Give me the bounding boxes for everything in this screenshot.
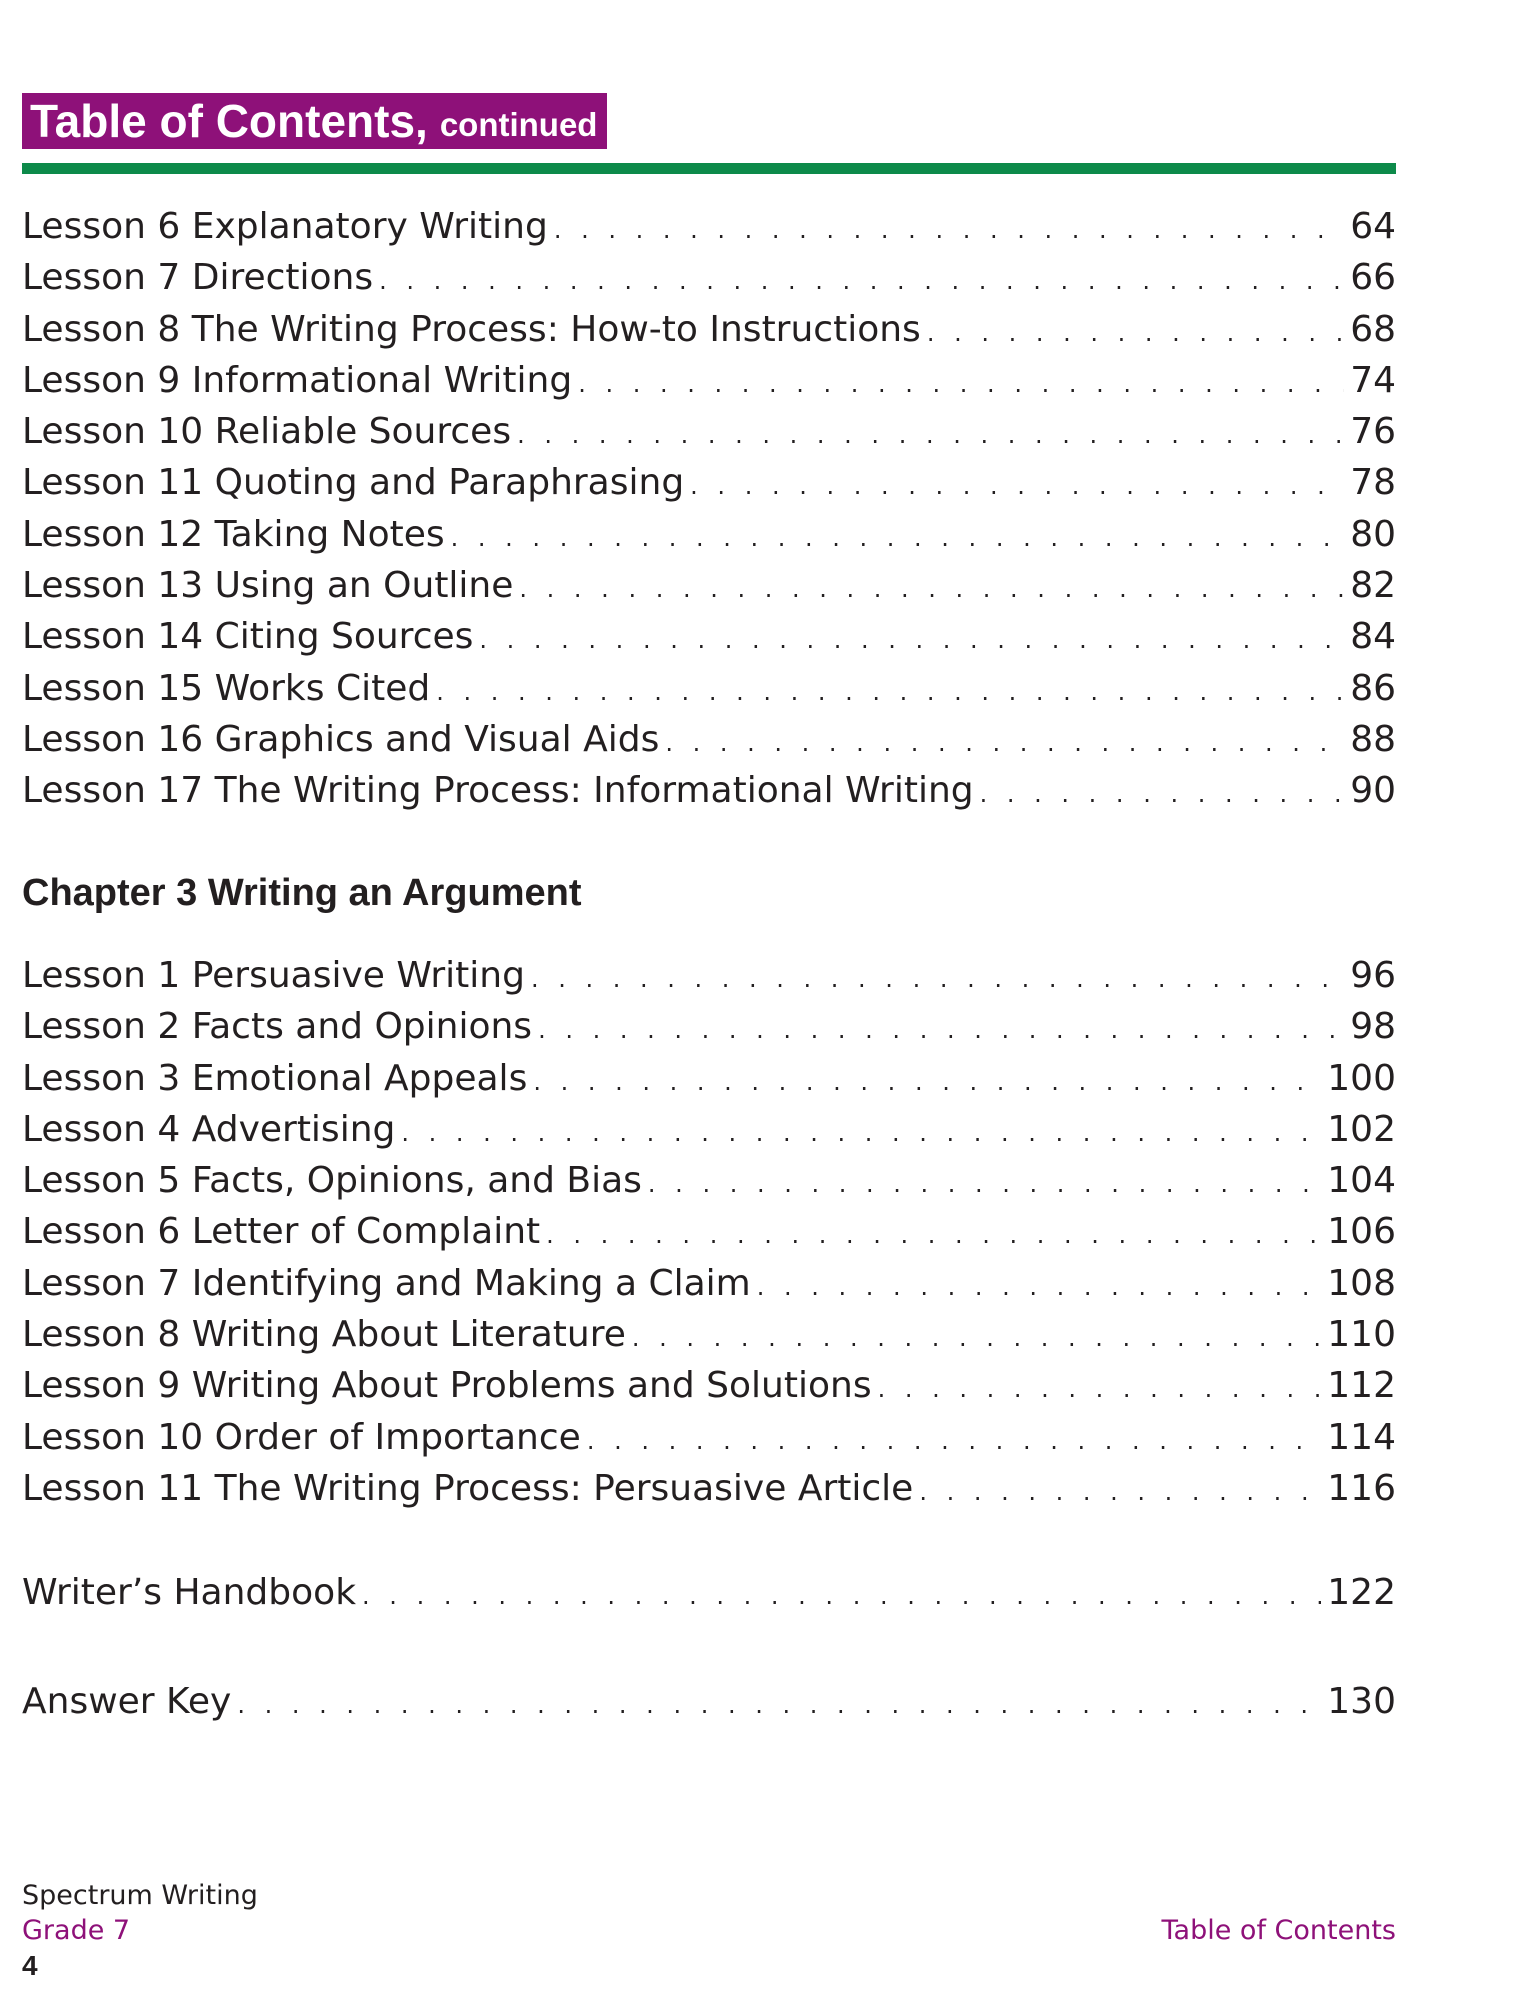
dot-leader [648,1170,1321,1198]
footer-section-name: Table of Contents [1161,1915,1396,1946]
dot-leader [519,575,1344,603]
toc-entry-page: 106 [1327,1211,1396,1253]
toc-entry-page: 82 [1350,565,1396,607]
toc-entry-page: 78 [1350,462,1396,504]
toc-entry[interactable] [22,770,1396,821]
toc-entry[interactable] [22,309,1396,360]
footer-book-title: Spectrum Writing [22,1880,258,1911]
toc-entry-page: 96 [1350,955,1396,996]
toc-entry-title: Lesson 6 Explanatory Writing [22,206,548,247]
toc-entry[interactable] [22,1058,1396,1109]
dot-leader [362,1582,1321,1610]
toc-entry[interactable] [22,616,1396,667]
toc-entry[interactable] [22,1160,1396,1211]
toc-entry-title: Answer Key [22,1681,232,1722]
header-divider [22,163,1396,174]
toc-entry-title: Lesson 17 The Writing Process: Informational Writing [22,770,974,812]
toc-entry-page: 114 [1327,1416,1396,1458]
toc-entry-page: 130 [1327,1681,1396,1722]
toc-entry[interactable] [22,1263,1396,1314]
page-number: 4 [22,1950,38,1981]
dot-leader [757,1273,1322,1301]
dot-leader [690,472,1344,500]
toc-entry-title: Lesson 7 Identifying and Making a Claim [22,1262,751,1304]
dot-leader [554,216,1344,244]
toc-entry[interactable] [22,719,1396,770]
toc-entry-page: 100 [1327,1057,1396,1099]
toc-entry-title: Lesson 12 Taking Notes [22,513,445,555]
dot-leader [538,1016,1344,1044]
toc-entry[interactable] [22,668,1396,719]
toc-entry-page: 98 [1350,1006,1396,1048]
toc-entry-title: Lesson 11 The Writing Process: Persuasive Article [22,1467,914,1509]
toc-entry-title: Lesson 10 Reliable Sources [22,411,512,453]
toc-entry-title: Lesson 6 Letter of Complaint [22,1211,541,1253]
toc-entry-page: 104 [1327,1160,1396,1202]
toc-entry-page: 76 [1350,411,1396,453]
dot-leader [479,626,1344,654]
dot-leader [927,319,1344,347]
toc-entry-page: 88 [1350,718,1396,760]
toc-entry-title: Lesson 4 Advertising [22,1108,396,1150]
toc-entry[interactable] [22,955,1396,1006]
toc-entry-handbook[interactable] [22,1572,1396,1623]
toc-entry-title: Lesson 1 Persuasive Writing [22,955,525,996]
page-title: Table of Contents, [30,95,428,147]
toc-entry-page: 64 [1350,206,1396,247]
toc-entry[interactable] [22,257,1396,308]
toc-entry[interactable] [22,411,1396,462]
toc-entry-title: Lesson 10 Order of Importance [22,1416,581,1458]
dot-leader [237,1691,1321,1719]
toc-entry-page: 68 [1350,308,1396,350]
dot-leader [451,524,1345,552]
dot-leader [436,678,1344,706]
dot-leader [632,1324,1321,1352]
toc-entry-page: 102 [1327,1108,1396,1150]
toc-entry-title: Lesson 3 Emotional Appeals [22,1057,528,1099]
toc-entry-page: 66 [1350,257,1396,299]
toc-entry[interactable] [22,514,1396,565]
toc-entry-answer-key[interactable] [22,1681,1396,1732]
toc-entry[interactable] [22,206,1396,257]
toc-entry-page: 74 [1350,359,1396,401]
toc-entry[interactable] [22,1314,1396,1365]
toc-entry-title: Lesson 9 Writing About Problems and Solutions [22,1365,872,1407]
toc-entry-title: Lesson 7 Directions [22,257,374,299]
dot-leader [379,267,1344,295]
toc-entry-page: 108 [1327,1262,1396,1304]
dot-leader [980,780,1345,808]
toc-list-chapter-2 [22,206,1396,822]
toc-entry-title: Lesson 11 Quoting and Paraphrasing [22,462,685,504]
chapter-heading: Chapter 3 Writing an Argument [22,872,582,914]
toc-entry-page: 110 [1327,1314,1396,1356]
dot-leader [578,370,1344,398]
footer-grade: Grade 7 [22,1915,131,1946]
toc-entry[interactable] [22,565,1396,616]
dot-leader [546,1221,1321,1249]
toc-entry-page: 90 [1350,770,1396,812]
toc-entry-page: 112 [1327,1365,1396,1407]
toc-entry-page: 84 [1350,616,1396,658]
toc-entry-title: Lesson 2 Facts and Opinions [22,1006,533,1048]
toc-entry[interactable] [22,462,1396,513]
dot-leader [919,1478,1321,1506]
toc-entry-title: Lesson 8 The Writing Process: How-to Instructions [22,308,921,350]
toc-entry-title: Lesson 5 Facts, Opinions, and Bias [22,1160,642,1202]
page-title-banner [22,93,607,149]
toc-entry[interactable] [22,1211,1396,1262]
toc-extra-answer-key [22,1681,1396,1732]
toc-entry[interactable] [22,1417,1396,1468]
toc-entry-title: Lesson 8 Writing About Literature [22,1314,626,1356]
toc-entry-title: Lesson 13 Using an Outline [22,565,514,607]
toc-extra-handbook [22,1572,1396,1623]
toc-entry-title: Writer’s Handbook [22,1572,357,1613]
toc-entry[interactable] [22,1109,1396,1160]
toc-entry-page: 80 [1350,513,1396,555]
dot-leader [517,421,1344,449]
toc-entry-title: Lesson 9 Informational Writing [22,359,573,401]
toc-entry[interactable] [22,1006,1396,1057]
dot-leader [878,1375,1322,1403]
dot-leader [533,1068,1321,1096]
toc-entry-page: 86 [1350,667,1396,709]
toc-entry[interactable] [22,360,1396,411]
toc-entry-title: Lesson 15 Works Cited [22,667,431,709]
toc-entry[interactable] [22,1365,1396,1416]
toc-entry[interactable] [22,1468,1396,1519]
page-title-continued: continued [439,106,598,143]
toc-entry-page: 122 [1327,1572,1396,1613]
toc-entry-page: 116 [1327,1467,1396,1509]
dot-leader [587,1427,1321,1455]
dot-leader [665,729,1344,757]
toc-entry-title: Lesson 16 Graphics and Visual Aids [22,718,660,760]
toc-entry-title: Lesson 14 Citing Sources [22,616,474,658]
dot-leader [531,965,1344,993]
dot-leader [401,1119,1321,1147]
toc-list-chapter-3 [22,955,1396,1519]
